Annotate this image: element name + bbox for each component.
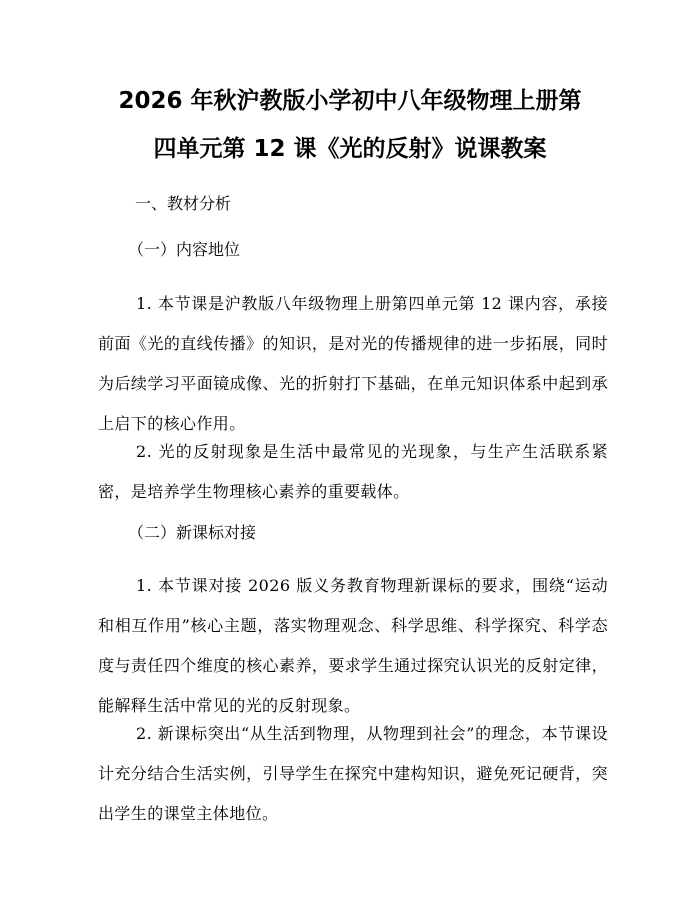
paragraph-content-position-1: 1. 本节课是沪教版八年级物理上册第四单元第 12 课内容，承接前面《光的直线传播》的知识，是对光的传播规律的进一步拓展，同时为后续学习平面镜成像、光的折射打下基础，在单元知识体系中起到承上启下的核心作用。: [98, 294, 608, 433]
paragraph-curriculum-standards-1: 1. 本节课对接 2026 版义务教育物理新课标的要求，围绕“运动和相互作用”核心主题，落实物理观念、科学思维、科学探究、科学态度与责任四个维度的核心素养，要求学生通过探究认识光的反射定律，能解释生活中常见的光的反射现象。: [98, 576, 608, 715]
section-heading-textbook-analysis: 一、教材分析: [135, 194, 232, 213]
subsection-heading-content-position: （一）内容地位: [128, 240, 241, 259]
document-title-line-1: 2026 年秋沪教版小学初中八年级物理上册第: [118, 88, 582, 114]
paragraph-curriculum-standards-2: 2. 新课标突出“从生活到物理，从物理到社会”的理念，本节课设计充分结合生活实例，引导学生在探究中建构知识，避免死记硬背，突出学生的课堂主体地位。: [98, 724, 608, 823]
document-title-line-2: 四单元第 12 课《光的反射》说课教案: [153, 136, 547, 162]
paragraph-content-position-2: 2. 光的反射现象是生活中最常见的光现象，与生产生活联系紧密，是培养学生物理核心素养的重要载体。: [98, 442, 608, 501]
subsection-heading-curriculum-standards: （二）新课标对接: [128, 523, 257, 542]
